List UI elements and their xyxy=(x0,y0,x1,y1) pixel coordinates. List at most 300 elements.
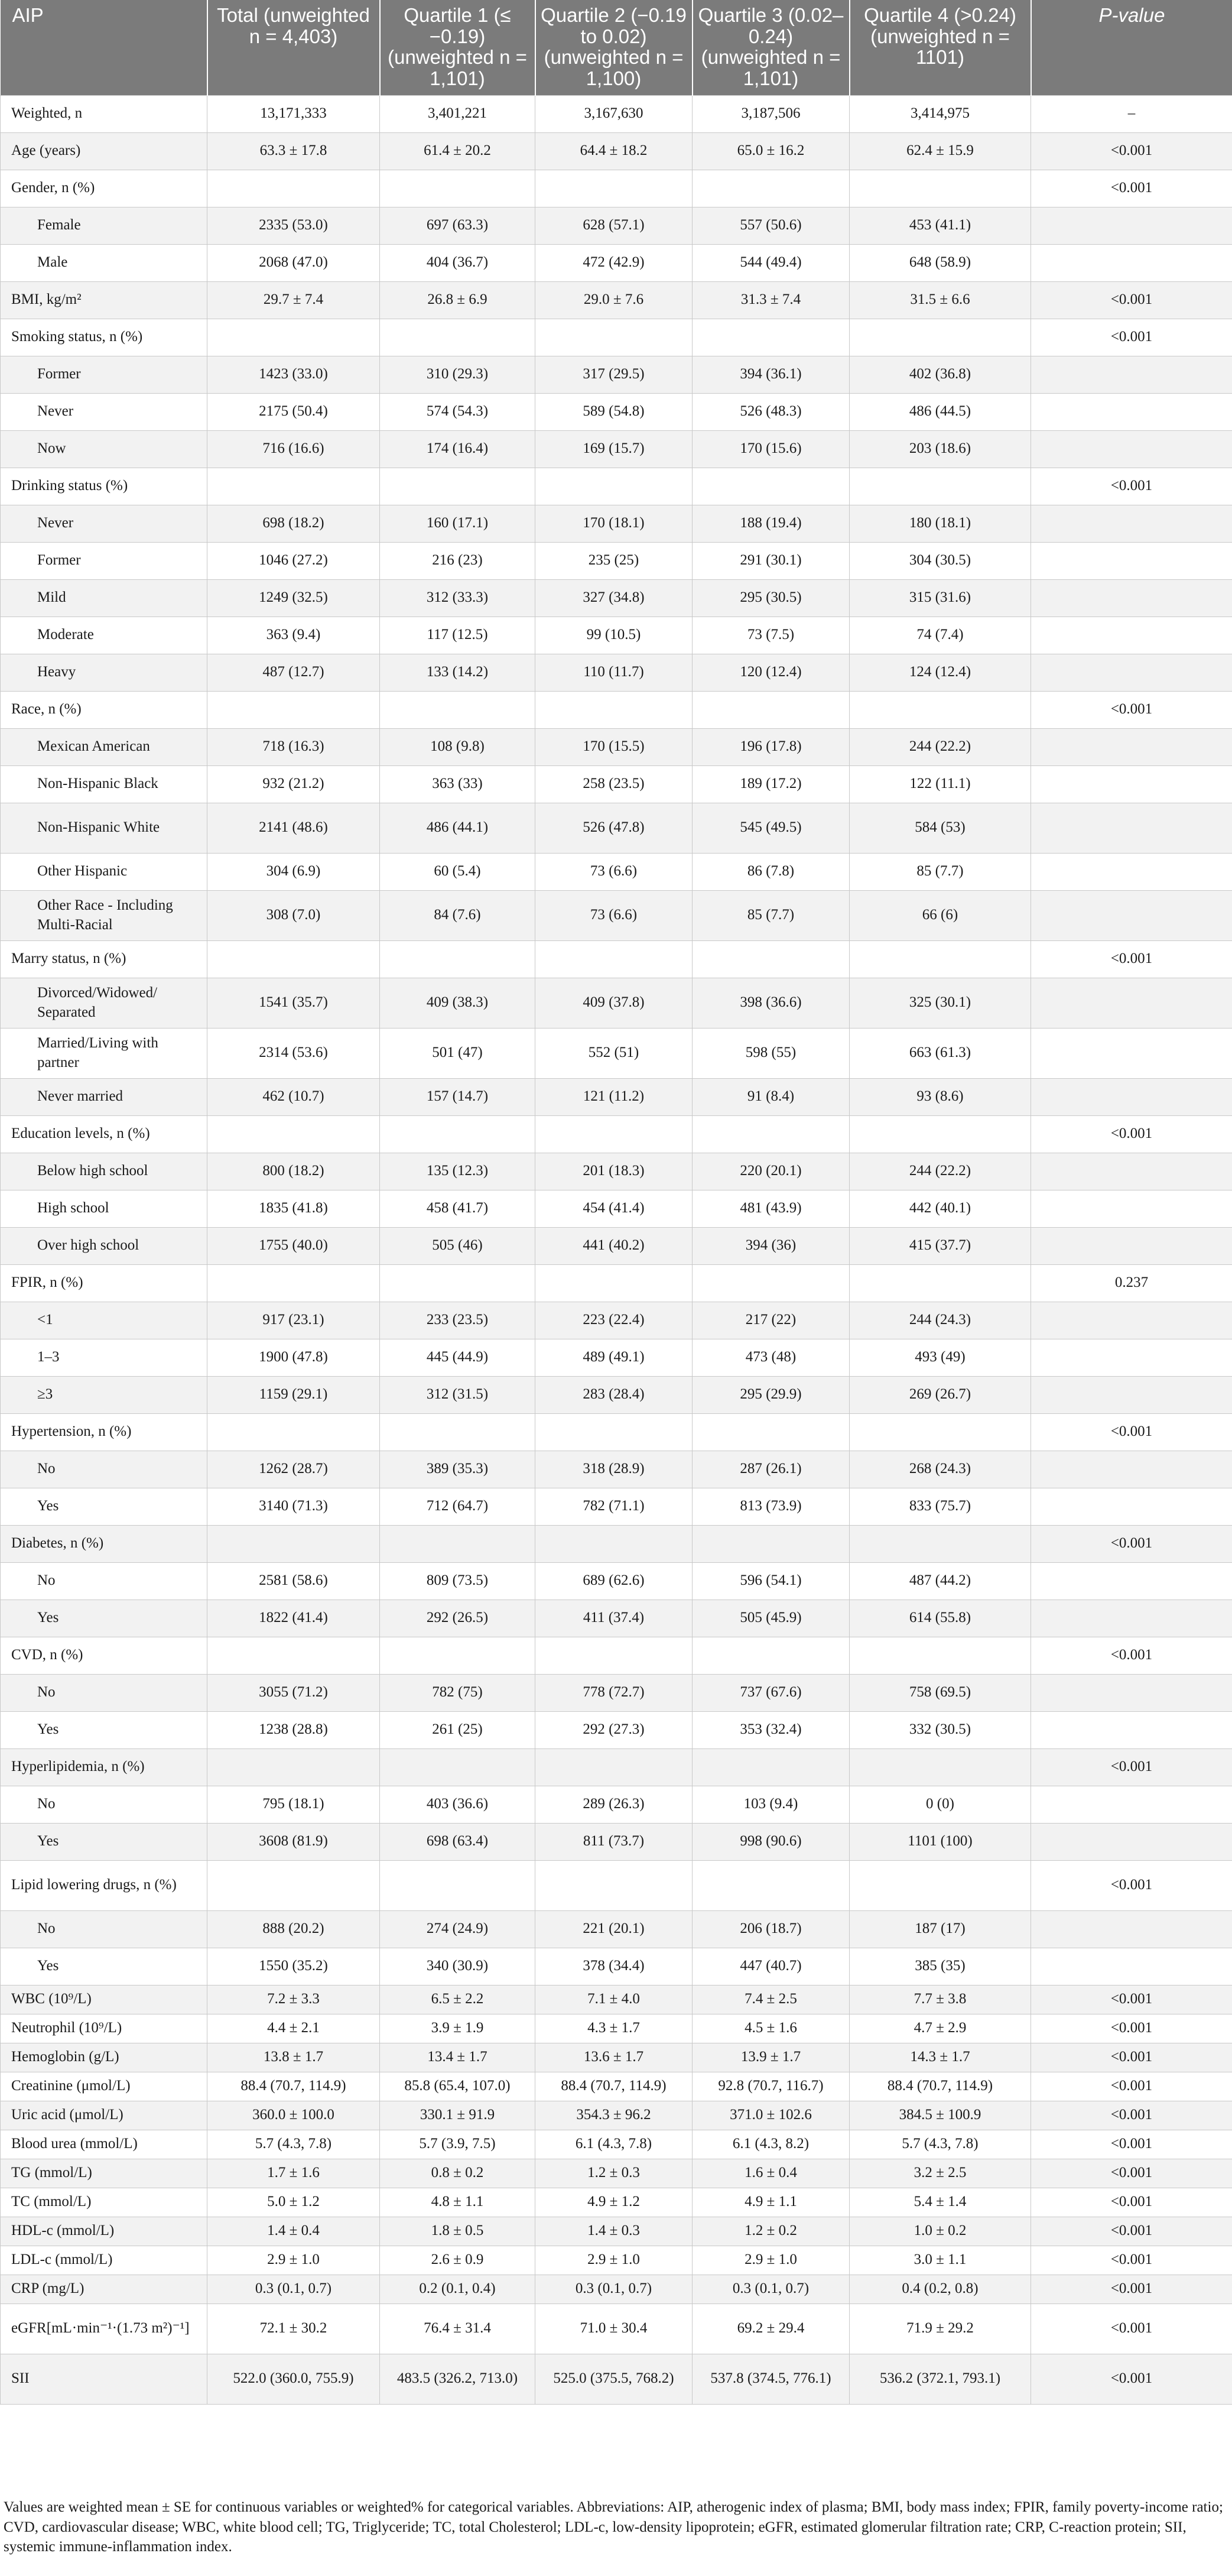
cell-quartile-4: 536.2 (372.1, 793.1) xyxy=(850,2354,1031,2404)
cell-total xyxy=(207,468,380,505)
cell-quartile-1: 6.5 ± 2.2 xyxy=(380,1985,535,2014)
cell-quartile-1 xyxy=(380,940,535,978)
cell-quartile-2: 0.3 (0.1, 0.7) xyxy=(535,2275,693,2304)
cell-quartile-3: 1.2 ± 0.2 xyxy=(693,2217,850,2246)
cell-total: 800 (18.2) xyxy=(207,1153,380,1190)
cell-quartile-3: 295 (30.5) xyxy=(693,579,850,617)
table-row xyxy=(1,2101,1232,2130)
row-label: Over high school xyxy=(1,1227,207,1264)
cell-total: 2581 (58.6) xyxy=(207,1562,380,1600)
cell-quartile-4: 453 (41.1) xyxy=(850,207,1031,244)
cell-total xyxy=(207,1637,380,1674)
cell-quartile-2: 811 (73.7) xyxy=(535,1823,693,1860)
cell-quartile-2 xyxy=(535,468,693,505)
cell-quartile-3: 7.4 ± 2.5 xyxy=(693,1985,850,2014)
cell-quartile-1: 60 (5.4) xyxy=(380,853,535,890)
row-label: CVD, n (%) xyxy=(1,1637,207,1674)
cell-quartile-3: 545 (49.5) xyxy=(693,803,850,853)
cell-quartile-4: 244 (22.2) xyxy=(850,1153,1031,1190)
cell-quartile-1: 1.8 ± 0.5 xyxy=(380,2217,535,2246)
cell-quartile-3: 31.3 ± 7.4 xyxy=(693,281,850,319)
cell-quartile-4: 0.4 (0.2, 0.8) xyxy=(850,2275,1031,2304)
cell-p-value xyxy=(1031,244,1232,281)
row-label: Other Hispanic xyxy=(1,853,207,890)
cell-quartile-2: 354.3 ± 96.2 xyxy=(535,2101,693,2130)
cell-quartile-3 xyxy=(693,691,850,728)
cell-quartile-3: 526 (48.3) xyxy=(693,393,850,430)
cell-quartile-1: 312 (31.5) xyxy=(380,1376,535,1413)
cell-quartile-4 xyxy=(850,691,1031,728)
row-label: No xyxy=(1,1910,207,1948)
cell-p-value: <0.001 xyxy=(1031,1525,1232,1562)
cell-quartile-3: 69.2 ± 29.4 xyxy=(693,2304,850,2354)
cell-p-value: <0.001 xyxy=(1031,1748,1232,1786)
cell-quartile-2: 289 (26.3) xyxy=(535,1786,693,1823)
cell-quartile-1: 157 (14.7) xyxy=(380,1078,535,1115)
cell-quartile-4: 269 (26.7) xyxy=(850,1376,1031,1413)
cell-p-value: <0.001 xyxy=(1031,2354,1232,2404)
cell-quartile-1: 445 (44.9) xyxy=(380,1339,535,1376)
table-row xyxy=(1,1711,1232,1748)
cell-p-value: <0.001 xyxy=(1031,1413,1232,1451)
cell-quartile-1: 216 (23) xyxy=(380,542,535,579)
cell-quartile-2 xyxy=(535,170,693,207)
cell-quartile-1: 483.5 (326.2, 713.0) xyxy=(380,2354,535,2404)
row-label: HDL-c (mmol/L) xyxy=(1,2217,207,2246)
table-row xyxy=(1,803,1232,853)
cell-quartile-3: 206 (18.7) xyxy=(693,1910,850,1948)
row-label: Yes xyxy=(1,1711,207,1748)
cell-quartile-1: 312 (33.3) xyxy=(380,579,535,617)
cell-total: 3140 (71.3) xyxy=(207,1488,380,1525)
cell-quartile-1 xyxy=(380,319,535,356)
cell-quartile-1 xyxy=(380,1748,535,1786)
cell-total: 3608 (81.9) xyxy=(207,1823,380,1860)
cell-quartile-3 xyxy=(693,319,850,356)
row-label: Yes xyxy=(1,1948,207,1985)
table-row xyxy=(1,1674,1232,1711)
row-label: 1–3 xyxy=(1,1339,207,1376)
header-quartile-2: Quartile 2 (−0.19 to 0.02) (unweighted n = 1,100) xyxy=(535,0,693,95)
cell-quartile-2: 552 (51) xyxy=(535,1028,693,1078)
cell-quartile-3: 6.1 (4.3, 8.2) xyxy=(693,2130,850,2159)
table-row xyxy=(1,890,1232,940)
cell-total: 1262 (28.7) xyxy=(207,1451,380,1488)
cell-quartile-4: 62.4 ± 15.9 xyxy=(850,132,1031,170)
row-label: No xyxy=(1,1674,207,1711)
row-label: TG (mmol/L) xyxy=(1,2159,207,2188)
cell-p-value xyxy=(1031,579,1232,617)
cell-total: 1046 (27.2) xyxy=(207,542,380,579)
cell-p-value xyxy=(1031,1376,1232,1413)
cell-quartile-2: 121 (11.2) xyxy=(535,1078,693,1115)
row-label: Smoking status, n (%) xyxy=(1,319,207,356)
cell-quartile-3 xyxy=(693,1748,850,1786)
cell-total xyxy=(207,170,380,207)
cell-quartile-2: 628 (57.1) xyxy=(535,207,693,244)
cell-p-value xyxy=(1031,1153,1232,1190)
cell-quartile-1: 135 (12.3) xyxy=(380,1153,535,1190)
table-row xyxy=(1,2072,1232,2101)
table-row xyxy=(1,1823,1232,1860)
cell-quartile-1: 330.1 ± 91.9 xyxy=(380,2101,535,2130)
cell-p-value xyxy=(1031,393,1232,430)
cell-total xyxy=(207,1748,380,1786)
cell-p-value xyxy=(1031,1674,1232,1711)
cell-total: 795 (18.1) xyxy=(207,1786,380,1823)
cell-quartile-4: 88.4 (70.7, 114.9) xyxy=(850,2072,1031,2101)
cell-quartile-3: 737 (67.6) xyxy=(693,1674,850,1711)
cell-p-value xyxy=(1031,728,1232,765)
cell-p-value xyxy=(1031,542,1232,579)
cell-quartile-3: 4.5 ± 1.6 xyxy=(693,2014,850,2043)
table-row xyxy=(1,2130,1232,2159)
cell-quartile-2: 3,167,630 xyxy=(535,95,693,132)
cell-quartile-2: 235 (25) xyxy=(535,542,693,579)
row-label: Married/Living with partner xyxy=(1,1028,207,1078)
row-label: Never xyxy=(1,505,207,542)
cell-quartile-4: 325 (30.1) xyxy=(850,978,1031,1028)
cell-quartile-1 xyxy=(380,1860,535,1910)
cell-quartile-4: 385 (35) xyxy=(850,1948,1031,1985)
cell-p-value: <0.001 xyxy=(1031,1637,1232,1674)
row-label: Heavy xyxy=(1,654,207,691)
cell-quartile-1 xyxy=(380,691,535,728)
cell-total: 1835 (41.8) xyxy=(207,1190,380,1227)
cell-total: 7.2 ± 3.3 xyxy=(207,1985,380,2014)
cell-quartile-3 xyxy=(693,1264,850,1302)
cell-quartile-1: 4.8 ± 1.1 xyxy=(380,2188,535,2217)
cell-quartile-2: 378 (34.4) xyxy=(535,1948,693,1985)
header-quartile-3: Quartile 3 (0.02–0.24) (unweighted n = 1,101) xyxy=(693,0,850,95)
cell-quartile-3: 1.6 ± 0.4 xyxy=(693,2159,850,2188)
cell-total xyxy=(207,1264,380,1302)
cell-quartile-2: 170 (15.5) xyxy=(535,728,693,765)
table-row xyxy=(1,95,1232,132)
cell-quartile-4 xyxy=(850,1525,1031,1562)
cell-quartile-3: 291 (30.1) xyxy=(693,542,850,579)
cell-quartile-4: 415 (37.7) xyxy=(850,1227,1031,1264)
cell-quartile-3: 295 (29.9) xyxy=(693,1376,850,1413)
cell-quartile-2: 283 (28.4) xyxy=(535,1376,693,1413)
table-row xyxy=(1,579,1232,617)
cell-p-value xyxy=(1031,1948,1232,1985)
cell-p-value xyxy=(1031,1562,1232,1600)
cell-quartile-3: 170 (15.6) xyxy=(693,430,850,468)
table-row xyxy=(1,654,1232,691)
cell-quartile-2: 454 (41.4) xyxy=(535,1190,693,1227)
row-label: Marry status, n (%) xyxy=(1,940,207,978)
table-row xyxy=(1,617,1232,654)
cell-p-value xyxy=(1031,1302,1232,1339)
cell-p-value xyxy=(1031,1451,1232,1488)
cell-p-value: <0.001 xyxy=(1031,2130,1232,2159)
table-row xyxy=(1,1488,1232,1525)
cell-quartile-4: 74 (7.4) xyxy=(850,617,1031,654)
cell-quartile-3: 473 (48) xyxy=(693,1339,850,1376)
cell-total: 1900 (47.8) xyxy=(207,1339,380,1376)
cell-quartile-2: 99 (10.5) xyxy=(535,617,693,654)
cell-total: 1550 (35.2) xyxy=(207,1948,380,1985)
cell-p-value: <0.001 xyxy=(1031,170,1232,207)
cell-quartile-1: 233 (23.5) xyxy=(380,1302,535,1339)
cell-quartile-3: 447 (40.7) xyxy=(693,1948,850,1985)
cell-total: 363 (9.4) xyxy=(207,617,380,654)
cell-quartile-4: 833 (75.7) xyxy=(850,1488,1031,1525)
cell-quartile-4 xyxy=(850,170,1031,207)
row-label: No xyxy=(1,1451,207,1488)
cell-quartile-2: 4.9 ± 1.2 xyxy=(535,2188,693,2217)
table-row xyxy=(1,1190,1232,1227)
cell-quartile-2: 526 (47.8) xyxy=(535,803,693,853)
table-row xyxy=(1,1985,1232,2014)
cell-total: 888 (20.2) xyxy=(207,1910,380,1948)
cell-quartile-4: 442 (40.1) xyxy=(850,1190,1031,1227)
cell-quartile-1: 160 (17.1) xyxy=(380,505,535,542)
cell-quartile-1: 261 (25) xyxy=(380,1711,535,1748)
table-row xyxy=(1,1339,1232,1376)
table-row xyxy=(1,765,1232,803)
row-label: Male xyxy=(1,244,207,281)
cell-quartile-1: 5.7 (3.9, 7.5) xyxy=(380,2130,535,2159)
cell-total: 2068 (47.0) xyxy=(207,244,380,281)
cell-quartile-2: 221 (20.1) xyxy=(535,1910,693,1948)
cell-total: 308 (7.0) xyxy=(207,890,380,940)
row-label: Mexican American xyxy=(1,728,207,765)
table-row xyxy=(1,2043,1232,2072)
table-row xyxy=(1,2304,1232,2354)
cell-quartile-2: 411 (37.4) xyxy=(535,1600,693,1637)
row-label: No xyxy=(1,1562,207,1600)
cell-total: 1423 (33.0) xyxy=(207,356,380,393)
cell-quartile-3: 3,187,506 xyxy=(693,95,850,132)
cell-quartile-3: 103 (9.4) xyxy=(693,1786,850,1823)
cell-total xyxy=(207,319,380,356)
cell-quartile-2 xyxy=(535,319,693,356)
cell-quartile-4: 124 (12.4) xyxy=(850,654,1031,691)
cell-total: 0.3 (0.1, 0.7) xyxy=(207,2275,380,2304)
row-label: BMI, kg/m² xyxy=(1,281,207,319)
cell-quartile-2: 71.0 ± 30.4 xyxy=(535,2304,693,2354)
row-label: Hemoglobin (g/L) xyxy=(1,2043,207,2072)
table-row xyxy=(1,728,1232,765)
cell-quartile-1: 108 (9.8) xyxy=(380,728,535,765)
row-label: Blood urea (mmol/L) xyxy=(1,2130,207,2159)
table-row xyxy=(1,2354,1232,2404)
cell-quartile-3: 85 (7.7) xyxy=(693,890,850,940)
cell-quartile-2: 1.4 ± 0.3 xyxy=(535,2217,693,2246)
cell-p-value: <0.001 xyxy=(1031,1860,1232,1910)
cell-p-value: <0.001 xyxy=(1031,132,1232,170)
table-row xyxy=(1,1028,1232,1078)
row-label: Lipid lowering drugs, n (%) xyxy=(1,1860,207,1910)
cell-quartile-4: 584 (53) xyxy=(850,803,1031,853)
cell-quartile-4: 663 (61.3) xyxy=(850,1028,1031,1078)
row-label: Female xyxy=(1,207,207,244)
cell-quartile-1: 501 (47) xyxy=(380,1028,535,1078)
cell-p-value xyxy=(1031,1028,1232,1078)
table-row xyxy=(1,1153,1232,1190)
cell-quartile-4: 3.0 ± 1.1 xyxy=(850,2246,1031,2275)
cell-quartile-4: 5.7 (4.3, 7.8) xyxy=(850,2130,1031,2159)
cell-quartile-3: 2.9 ± 1.0 xyxy=(693,2246,850,2275)
cell-quartile-2: 318 (28.9) xyxy=(535,1451,693,1488)
row-label: Creatinine (μmol/L) xyxy=(1,2072,207,2101)
cell-quartile-3: 92.8 (70.7, 116.7) xyxy=(693,2072,850,2101)
cell-total: 3055 (71.2) xyxy=(207,1674,380,1711)
row-label: Now xyxy=(1,430,207,468)
cell-quartile-1: 292 (26.5) xyxy=(380,1600,535,1637)
cell-quartile-4: 122 (11.1) xyxy=(850,765,1031,803)
cell-quartile-3: 596 (54.1) xyxy=(693,1562,850,1600)
cell-p-value: 0.237 xyxy=(1031,1264,1232,1302)
cell-quartile-4: 203 (18.6) xyxy=(850,430,1031,468)
cell-quartile-2: 73 (6.6) xyxy=(535,853,693,890)
cell-p-value: <0.001 xyxy=(1031,2217,1232,2246)
table-row xyxy=(1,468,1232,505)
row-label: Former xyxy=(1,542,207,579)
cell-quartile-1: 310 (29.3) xyxy=(380,356,535,393)
cell-p-value: <0.001 xyxy=(1031,940,1232,978)
cell-total: 1.7 ± 1.6 xyxy=(207,2159,380,2188)
cell-total: 2314 (53.6) xyxy=(207,1028,380,1078)
cell-quartile-4: 180 (18.1) xyxy=(850,505,1031,542)
cell-quartile-1: 340 (30.9) xyxy=(380,1948,535,1985)
table-row xyxy=(1,132,1232,170)
cell-total: 5.0 ± 1.2 xyxy=(207,2188,380,2217)
cell-quartile-2 xyxy=(535,1748,693,1786)
table-row xyxy=(1,2014,1232,2043)
cell-quartile-3: 394 (36.1) xyxy=(693,356,850,393)
table-row xyxy=(1,1748,1232,1786)
cell-quartile-4 xyxy=(850,319,1031,356)
row-label: No xyxy=(1,1786,207,1823)
cell-quartile-4: 3,414,975 xyxy=(850,95,1031,132)
cell-quartile-2: 110 (11.7) xyxy=(535,654,693,691)
table-row xyxy=(1,1637,1232,1674)
cell-quartile-3: 13.9 ± 1.7 xyxy=(693,2043,850,2072)
cell-quartile-1: 0.2 (0.1, 0.4) xyxy=(380,2275,535,2304)
cell-quartile-2: 2.9 ± 1.0 xyxy=(535,2246,693,2275)
cell-total: 462 (10.7) xyxy=(207,1078,380,1115)
cell-quartile-4: 614 (55.8) xyxy=(850,1600,1031,1637)
table-row xyxy=(1,1860,1232,1910)
cell-quartile-3 xyxy=(693,1413,850,1451)
cell-quartile-4 xyxy=(850,1413,1031,1451)
cell-quartile-1: 84 (7.6) xyxy=(380,890,535,940)
cell-p-value xyxy=(1031,1227,1232,1264)
cell-p-value: <0.001 xyxy=(1031,1985,1232,2014)
table-row xyxy=(1,1376,1232,1413)
cell-quartile-4: 85 (7.7) xyxy=(850,853,1031,890)
cell-total: 1238 (28.8) xyxy=(207,1711,380,1748)
cell-total: 29.7 ± 7.4 xyxy=(207,281,380,319)
cell-quartile-4: 758 (69.5) xyxy=(850,1674,1031,1711)
row-label: Race, n (%) xyxy=(1,691,207,728)
row-label: SII xyxy=(1,2354,207,2404)
cell-quartile-2 xyxy=(535,1115,693,1153)
cell-quartile-4: 1.0 ± 0.2 xyxy=(850,2217,1031,2246)
cell-quartile-3: 537.8 (374.5, 776.1) xyxy=(693,2354,850,2404)
cell-quartile-3: 394 (36) xyxy=(693,1227,850,1264)
cell-quartile-4: 384.5 ± 100.9 xyxy=(850,2101,1031,2130)
cell-quartile-1 xyxy=(380,1264,535,1302)
cell-p-value xyxy=(1031,765,1232,803)
table-row xyxy=(1,2275,1232,2304)
header-quartile-1: Quartile 1 (≤ −0.19) (unweighted n = 1,101) xyxy=(380,0,535,95)
cell-quartile-1: 76.4 ± 31.4 xyxy=(380,2304,535,2354)
cell-quartile-2: 409 (37.8) xyxy=(535,978,693,1028)
cell-p-value xyxy=(1031,890,1232,940)
cell-quartile-1 xyxy=(380,1525,535,1562)
cell-total: 1.4 ± 0.4 xyxy=(207,2217,380,2246)
cell-p-value xyxy=(1031,356,1232,393)
row-label: CRP (mg/L) xyxy=(1,2275,207,2304)
cell-quartile-4: 315 (31.6) xyxy=(850,579,1031,617)
cell-quartile-1: 174 (16.4) xyxy=(380,430,535,468)
cell-quartile-4: 244 (24.3) xyxy=(850,1302,1031,1339)
cell-p-value xyxy=(1031,207,1232,244)
cell-total xyxy=(207,691,380,728)
cell-quartile-4: 487 (44.2) xyxy=(850,1562,1031,1600)
cell-quartile-1: 13.4 ± 1.7 xyxy=(380,2043,535,2072)
cell-quartile-4 xyxy=(850,1637,1031,1674)
cell-quartile-3: 65.0 ± 16.2 xyxy=(693,132,850,170)
cell-p-value: <0.001 xyxy=(1031,281,1232,319)
cell-quartile-1 xyxy=(380,1637,535,1674)
cell-p-value xyxy=(1031,1339,1232,1376)
cell-quartile-4: 93 (8.6) xyxy=(850,1078,1031,1115)
cell-total: 5.7 (4.3, 7.8) xyxy=(207,2130,380,2159)
cell-quartile-2: 6.1 (4.3, 7.8) xyxy=(535,2130,693,2159)
row-label: eGFR[mL·min⁻¹·(1.73 m²)⁻¹] xyxy=(1,2304,207,2354)
table-row xyxy=(1,2217,1232,2246)
table-row xyxy=(1,1600,1232,1637)
row-label: Yes xyxy=(1,1600,207,1637)
cell-quartile-4: 187 (17) xyxy=(850,1910,1031,1948)
row-label: Non-Hispanic Black xyxy=(1,765,207,803)
cell-quartile-3: 557 (50.6) xyxy=(693,207,850,244)
cell-quartile-1 xyxy=(380,170,535,207)
cell-total: 698 (18.2) xyxy=(207,505,380,542)
cell-quartile-3: 73 (7.5) xyxy=(693,617,850,654)
cell-quartile-1: 133 (14.2) xyxy=(380,654,535,691)
table-body xyxy=(1,95,1232,2404)
cell-quartile-1: 404 (36.7) xyxy=(380,244,535,281)
row-label: Never xyxy=(1,393,207,430)
cell-quartile-3 xyxy=(693,468,850,505)
cell-total xyxy=(207,1115,380,1153)
row-label: Former xyxy=(1,356,207,393)
cell-quartile-3 xyxy=(693,1637,850,1674)
cell-quartile-3: 86 (7.8) xyxy=(693,853,850,890)
row-label: Hyperlipidemia, n (%) xyxy=(1,1748,207,1786)
cell-total: 2335 (53.0) xyxy=(207,207,380,244)
header-aip: AIP xyxy=(1,0,207,95)
cell-total: 2141 (48.6) xyxy=(207,803,380,853)
cell-p-value xyxy=(1031,1823,1232,1860)
table-row xyxy=(1,2188,1232,2217)
cell-quartile-2: 4.3 ± 1.7 xyxy=(535,2014,693,2043)
cell-quartile-4: 402 (36.8) xyxy=(850,356,1031,393)
cell-p-value xyxy=(1031,1910,1232,1948)
cell-quartile-2: 292 (27.3) xyxy=(535,1711,693,1748)
table-row xyxy=(1,2246,1232,2275)
cell-quartile-2: 258 (23.5) xyxy=(535,765,693,803)
cell-quartile-3: 4.9 ± 1.1 xyxy=(693,2188,850,2217)
cell-quartile-3: 481 (43.9) xyxy=(693,1190,850,1227)
cell-total: 487 (12.7) xyxy=(207,654,380,691)
